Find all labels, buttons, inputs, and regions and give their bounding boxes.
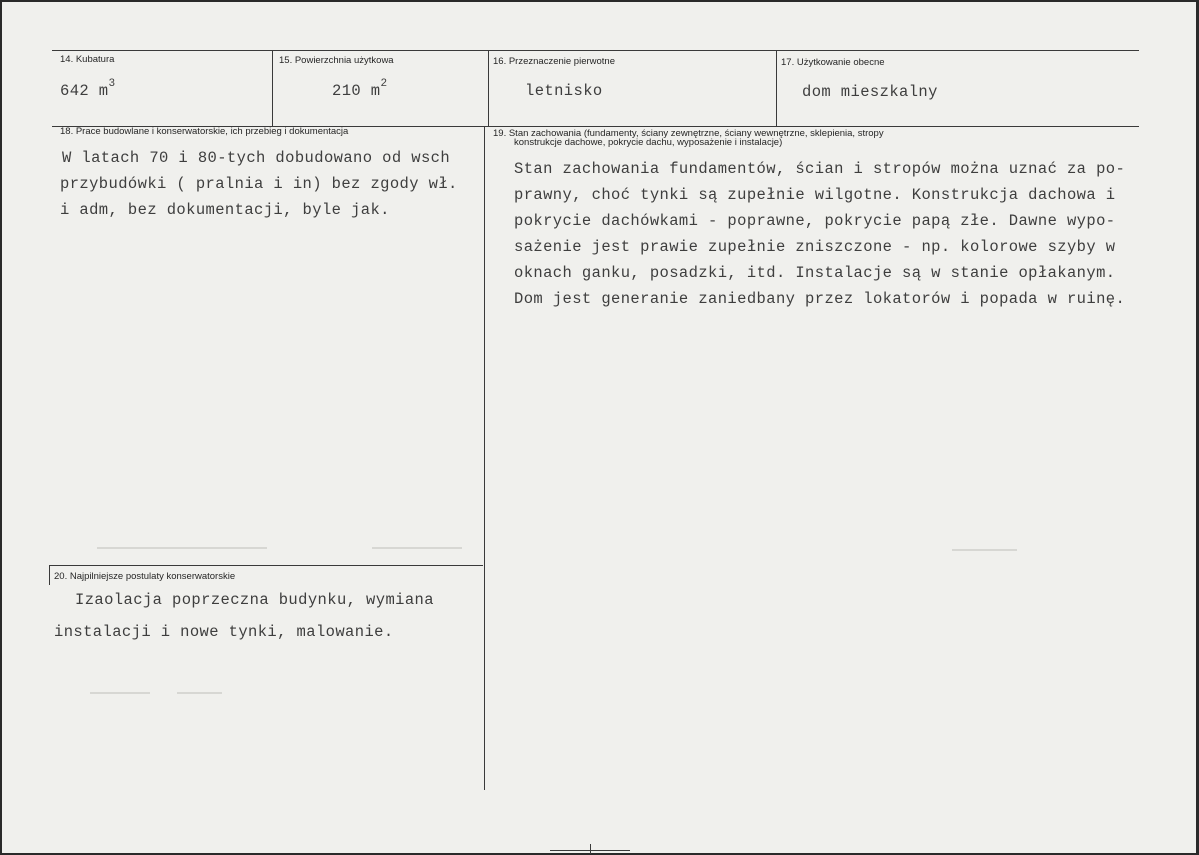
section-20-rule [49, 565, 483, 566]
divider-16-17 [776, 50, 777, 126]
divider-15-16 [488, 50, 489, 126]
field-19-line: Dom jest generanie zaniedbany przez lokatorów i popada w ruinę. [514, 290, 1126, 308]
field-20-text [54, 587, 434, 645]
field-20-line: Izaolacja poprzeczna budynku, wymiana [75, 591, 434, 609]
field-18-line: W latach 70 i 80-tych dobudowano od wsch [62, 149, 451, 167]
smudge [97, 547, 267, 549]
field-14-unit-exponent: 3 [108, 78, 116, 90]
field-20-line: instalacji i nowe tynki, malowanie. [54, 623, 394, 641]
field-15-unit-exponent: 2 [380, 78, 388, 90]
top-rule [52, 50, 1139, 51]
divider-left-lower [49, 565, 50, 585]
field-17-label: 17. Użytkowanie obecne [781, 57, 885, 68]
divider-main [484, 126, 485, 790]
divider-14-15 [272, 50, 273, 126]
field-20-label: 20. Najpilniejsze postulaty konserwatorskie [54, 571, 236, 582]
field-19-line: sażenie jest prawie zupełnie zniszczone - np. kolorowe szyby w [514, 238, 1116, 256]
field-19-label-line-1: 19. Stan zachowania (fundamenty, ściany zewnętrzne, ściany wewnętrzne, sklepienia, stropy [493, 128, 884, 139]
field-14-value [60, 78, 116, 100]
field-15-value [332, 78, 388, 100]
field-19-line: pokrycie dachówkami - poprawne, pokrycie papą złe. Dawne wypo- [514, 212, 1116, 230]
field-18-line: i adm, bez dokumentacji, byle jak. [60, 201, 390, 219]
field-19-text [514, 156, 1125, 312]
field-14-value-text: 642 m [60, 82, 109, 100]
smudge [90, 692, 150, 694]
field-18-line: przybudówki ( pralnia i in) bez zgody wł. [60, 175, 458, 193]
field-19-line: oknach ganku, posadzki, itd. Instalacje są w stanie opłakanym. [514, 264, 1116, 282]
smudge [177, 692, 222, 694]
field-15-value-text: 210 m [332, 82, 381, 100]
field-19-line: Stan zachowania fundamentów, ścian i stropów można uznać za po- [514, 160, 1126, 178]
bottom-tick-mark [590, 844, 591, 854]
field-16-label: 16. Przeznaczenie pierwotne [493, 56, 615, 67]
field-18-label: 18. Prace budowlane i konserwatorskie, ich przebieg i dokumentacja [60, 126, 349, 137]
field-19-line: prawny, choć tynki są zupełnie wilgotne. Konstrukcja dachowa i [514, 186, 1116, 204]
smudge [372, 547, 462, 549]
smudge [952, 549, 1017, 551]
field-19-label-line-2: konstrukcje dachowe, pokrycie dachu, wyposażenie i instalacje) [514, 137, 783, 148]
field-16-value: letnisko [525, 82, 603, 100]
field-17-value: dom mieszkalny [802, 83, 938, 101]
field-14-label: 14. Kubatura [60, 54, 115, 65]
field-18-text [60, 145, 458, 223]
field-15-label: 15. Powierzchnia użytkowa [279, 55, 394, 66]
